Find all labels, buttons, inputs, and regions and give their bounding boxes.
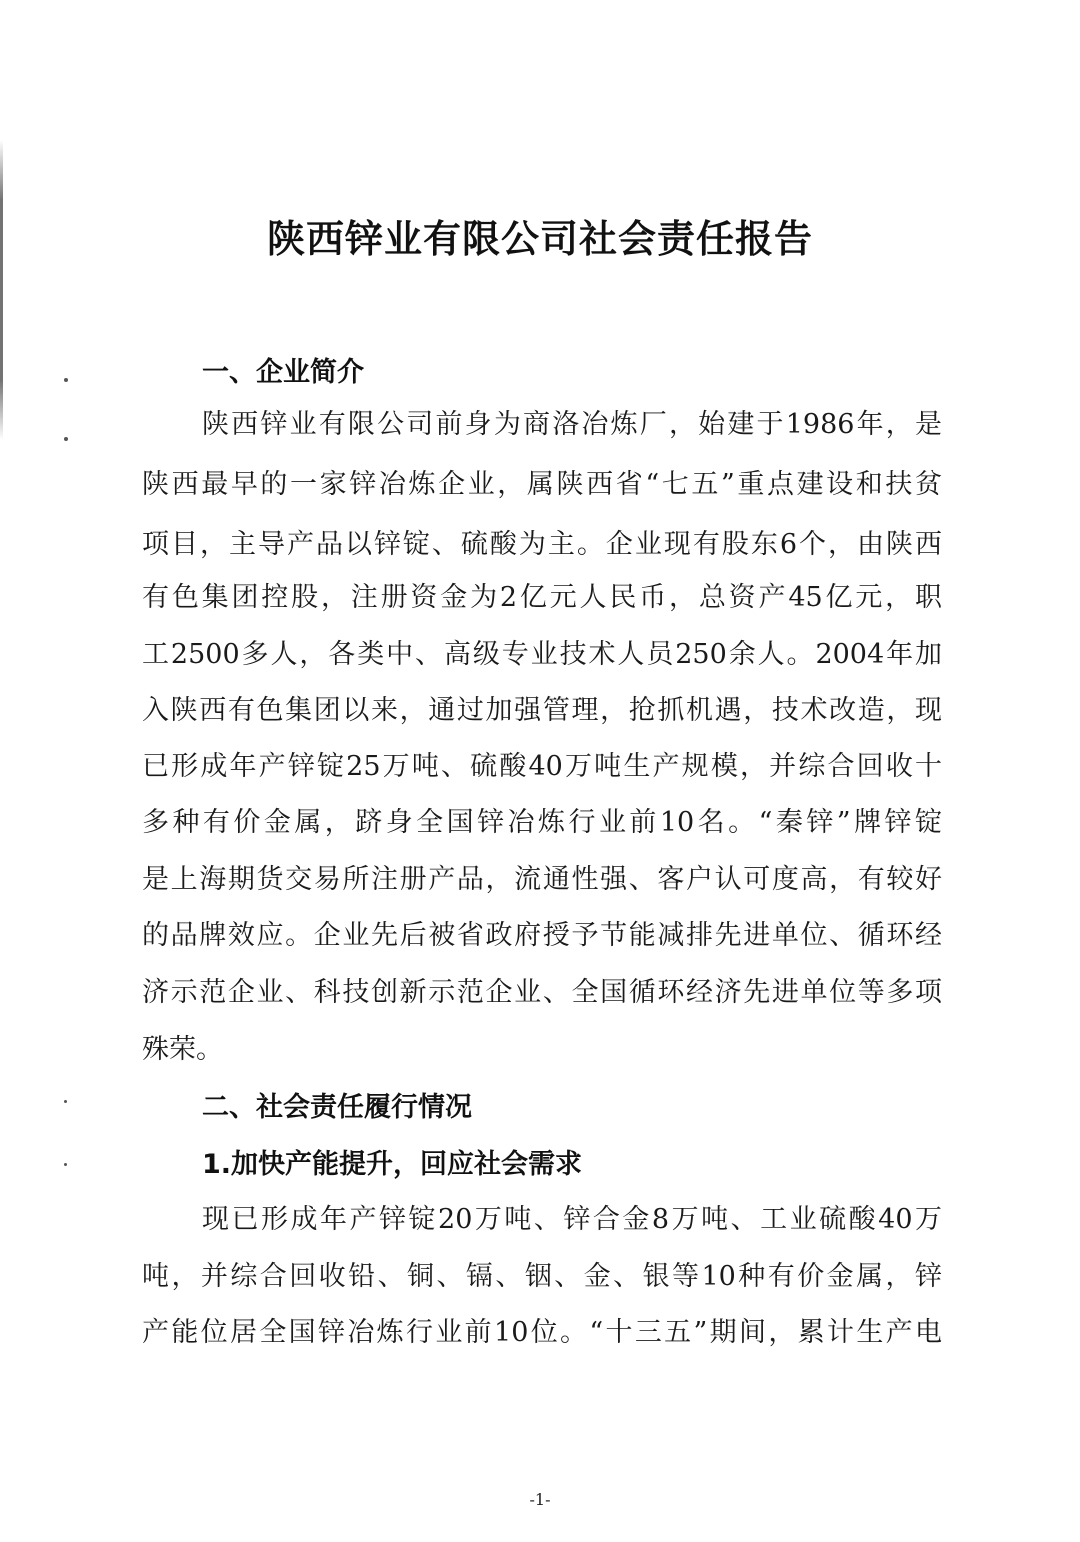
paragraph-line: 有色集团控股，注册资金为2亿元人民币，总资产45亿元，职 — [142, 582, 942, 613]
paragraph-line: 已形成年产锌锭25万吨、硫酸40万吨生产规模，并综合回收十 — [142, 751, 942, 782]
paragraph-line: 陕西最早的一家锌冶炼企业，属陕西省“七五”重点建设和扶贫 — [142, 469, 942, 500]
scan-speck — [64, 437, 68, 441]
paragraph-line: 殊荣。 — [142, 1034, 223, 1065]
document-title: 陕西锌业有限公司社会责任报告 — [266, 217, 813, 261]
scan-edge-mark — [0, 140, 3, 440]
paragraph-line: 济示范企业、科技创新示范企业、全国循环经济先进单位等多项 — [142, 977, 942, 1008]
paragraph-line: 入陕西有色集团以来，通过加强管理，抢抓机遇，技术改造，现 — [142, 695, 942, 726]
paragraph-line: 的品牌效应。企业先后被省政府授予节能减排先进单位、循环经 — [142, 920, 942, 951]
page-number: -1- — [529, 1490, 551, 1509]
paragraph-line: 是上海期货交易所注册产品，流通性强、客户认可度高，有较好 — [142, 864, 942, 895]
scan-speck — [64, 1163, 67, 1166]
paragraph-line: 项目，主导产品以锌锭、硫酸为主。企业现有股东6个，由陕西 — [142, 529, 942, 560]
paragraph-line: 产能位居全国锌冶炼行业前10位。“十三五”期间，累计生产电 — [142, 1317, 942, 1348]
scan-speck — [64, 1100, 67, 1103]
paragraph-line: 陕西锌业有限公司前身为商洛冶炼厂，始建于1986年，是 — [202, 409, 942, 440]
section-heading-company-profile: 一、企业简介 — [202, 357, 364, 388]
paragraph-line: 工2500多人，各类中、高级专业技术人员250余人。2004年加 — [142, 639, 942, 670]
paragraph-line: 现已形成年产锌锭20万吨、锌合金8万吨、工业硫酸40万 — [202, 1204, 942, 1235]
section-heading-social-responsibility: 二、社会责任履行情况 — [202, 1092, 472, 1123]
paragraph-line: 多种有价金属，跻身全国锌冶炼行业前10名。“秦锌”牌锌锭 — [142, 807, 942, 838]
subsection-heading-capacity: 1.加快产能提升，回应社会需求 — [202, 1149, 583, 1180]
paragraph-line: 吨，并综合回收铅、铜、镉、铟、金、银等10种有价金属，锌 — [142, 1261, 942, 1292]
scan-speck — [64, 378, 68, 382]
